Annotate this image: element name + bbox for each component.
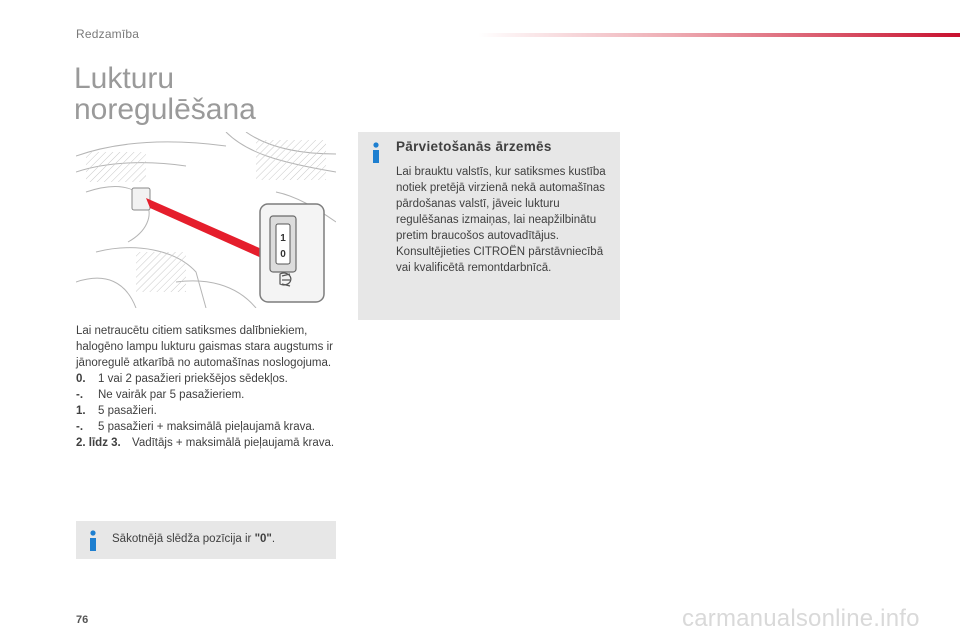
intro-text-block xyxy=(76,323,338,451)
panel-paragraph-2: Konsultējieties CITROËN pārstāvniecībā vai kvalificētā remontdarbnīcā. xyxy=(396,246,604,274)
list-item-key: 1. xyxy=(76,405,86,417)
page-title-line-2: noregulēšana xyxy=(74,93,256,126)
headlamp-adjuster-illustration xyxy=(76,132,336,308)
header-accent-rule xyxy=(478,33,960,37)
load-position-list xyxy=(76,371,338,451)
panel-title: Pārvietošanās ārzemēs xyxy=(396,139,552,154)
list-item-text: 5 pasažieri + maksimālā pieļaujamā krava. xyxy=(98,421,316,433)
list-item-key: 0. xyxy=(76,373,86,385)
list-item-text: Ne vairāk par 5 pasažieriem. xyxy=(98,389,245,401)
watermark: carmanualsonline.info xyxy=(682,605,920,632)
list-item-text: 5 pasažieri. xyxy=(98,405,157,417)
page-number: 76 xyxy=(76,614,89,626)
section-label: Redzamība xyxy=(76,27,140,41)
abroad-info-panel xyxy=(358,132,620,320)
switch-label-0: 0 xyxy=(280,249,286,260)
list-item-text: 1 vai 2 pasažieri priekšējos sēdekļos. xyxy=(98,373,288,385)
list-item xyxy=(76,419,338,435)
note-text-after: . xyxy=(271,533,276,545)
list-item xyxy=(76,403,338,419)
list-item-text: Vadītājs + maksimālā pieļaujamā krava. xyxy=(132,437,335,449)
note-text xyxy=(112,533,275,545)
info-icon xyxy=(86,530,100,552)
intro-paragraph: Lai netraucētu citiem satiksmes dalībniekiem, halogēno lampu lukturu gaismas stara augstums ir jānoregulē atkarībā no automašīnas noslogojuma. xyxy=(76,325,333,369)
switch-label-1: 1 xyxy=(280,233,286,244)
page-title-line-1: Lukturu xyxy=(74,62,175,95)
list-item xyxy=(76,371,338,387)
note-value: "0" xyxy=(254,533,272,545)
panel-body xyxy=(396,164,612,276)
info-icon xyxy=(369,142,383,164)
list-item xyxy=(76,387,338,403)
list-item xyxy=(76,435,338,451)
initial-position-note xyxy=(76,521,336,559)
red-pointer xyxy=(146,198,266,260)
list-item-key: -. xyxy=(76,389,84,401)
panel-paragraph-1: Lai brauktu valstīs, kur satiksmes kustība notiek pretējā virzienā nekā automašīnas pārdošanas valstī, jāveic lukturu regulēšanas izmaiņas, lai neapžilbinātu pretim braucošos autovadītājus. xyxy=(396,166,606,242)
list-item-key: 2. līdz 3. xyxy=(76,437,121,449)
note-text-before: Sākotnējā slēdža pozīcija ir xyxy=(112,533,255,545)
page-title xyxy=(74,63,256,125)
list-item-key: -. xyxy=(76,421,84,433)
